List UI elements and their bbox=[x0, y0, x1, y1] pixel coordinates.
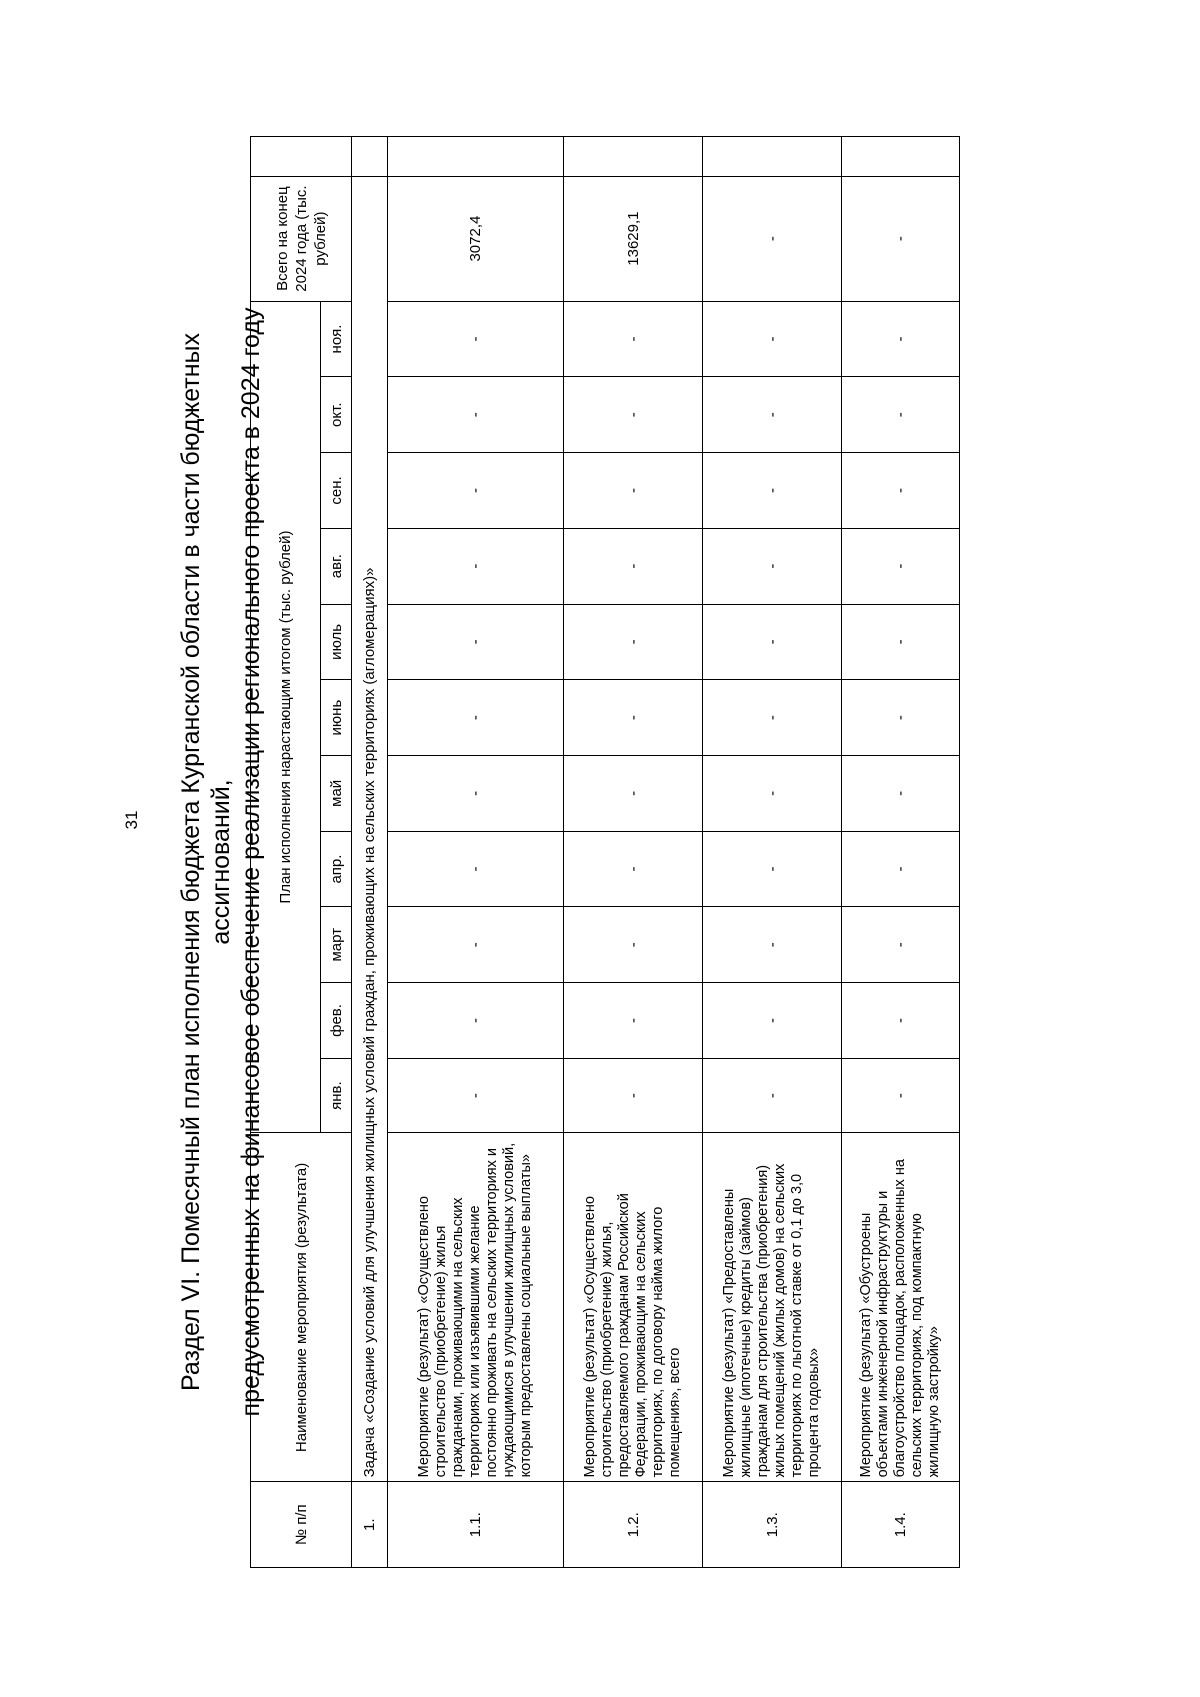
month-jul: июль bbox=[321, 604, 352, 680]
month-feb: фев. bbox=[321, 983, 352, 1059]
row-oct: - bbox=[842, 377, 960, 453]
month-nov: ноя. bbox=[321, 301, 352, 377]
row-sep: - bbox=[388, 453, 564, 529]
row-jul: - bbox=[564, 604, 703, 680]
row-total: - bbox=[703, 176, 842, 301]
month-apr: апр. bbox=[321, 831, 352, 907]
row-jul: - bbox=[842, 604, 960, 680]
month-may: май bbox=[321, 755, 352, 831]
row-apr: - bbox=[388, 831, 564, 907]
row-oct: - bbox=[564, 377, 703, 453]
row-aug: - bbox=[564, 528, 703, 604]
row-jul: - bbox=[388, 604, 564, 680]
header-spacer bbox=[251, 137, 352, 177]
row-jan: - bbox=[564, 1058, 703, 1133]
header-plan: План исполнения нарастающим итогом (тыс. рублей) bbox=[251, 301, 321, 1133]
row-spacer bbox=[703, 137, 842, 177]
row-num: 1.2. bbox=[564, 1482, 703, 1568]
row-nov: - bbox=[842, 301, 960, 377]
table-row bbox=[842, 137, 960, 1568]
row-spacer bbox=[564, 137, 703, 177]
row-jan: - bbox=[388, 1058, 564, 1133]
row-oct: - bbox=[388, 377, 564, 453]
row-sep: - bbox=[564, 453, 703, 529]
row-total: - bbox=[842, 176, 960, 301]
row-may: - bbox=[842, 755, 960, 831]
table-row bbox=[564, 137, 703, 1568]
budget-plan-table bbox=[250, 136, 960, 1568]
row-mar: - bbox=[842, 907, 960, 983]
row-mar: - bbox=[564, 907, 703, 983]
row-may: - bbox=[703, 755, 842, 831]
row-feb: - bbox=[703, 983, 842, 1059]
table-row bbox=[703, 137, 842, 1568]
row-apr: - bbox=[703, 831, 842, 907]
row-total: 13629,1 bbox=[564, 176, 703, 301]
row-name: Мероприятие (результат) «Осуществлено строительство (приобретение) жилья гражданами, проживающими на сельских территориях или изъявившими желание постоянно проживать на сельских территориях и нуждающимися в улучшении жилищных условий, которым предоставлены социальные выплаты» bbox=[388, 1133, 564, 1482]
row-jun: - bbox=[564, 680, 703, 756]
month-aug: авг. bbox=[321, 528, 352, 604]
row-jun: - bbox=[842, 680, 960, 756]
title-line-1: Раздел VI. Помесячный план исполнения бюджета Курганской области в части бюджетных ассигнований, bbox=[177, 333, 235, 1392]
table-row bbox=[388, 137, 564, 1568]
header-num: № п/п bbox=[251, 1482, 352, 1568]
header-name: Наименование мероприятия (результата) bbox=[251, 1133, 352, 1482]
month-sep: сен. bbox=[321, 453, 352, 529]
month-jan: янв. bbox=[321, 1058, 352, 1133]
row-total: 3072,4 bbox=[388, 176, 564, 301]
row-num: 1.3. bbox=[703, 1482, 842, 1568]
row-jun: - bbox=[388, 680, 564, 756]
row-name: Мероприятие (результат) «Осуществлено строительство (приобретение) жилья, предоставляемого гражданам Российской Федерации, проживающим на сельских территориях, по договору найма жилого помещения», всего bbox=[564, 1133, 703, 1482]
row-num: 1.1. bbox=[388, 1482, 564, 1568]
row-name: Мероприятие (результат) «Обустроены объектами инженерной инфраструктуры и благоустройство площадок, расположенных на сельских территориях, под компактную жилищную застройку» bbox=[842, 1133, 960, 1482]
row-name: Мероприятие (результат) «Предоставлены жилищные (ипотечные) кредиты (займов) гражданам для строительства (приобретения) жилых помещений (жилых домов) на сельских территориях по льготной ставке от 0,1 до 3,0 процента годовых» bbox=[703, 1133, 842, 1482]
row-mar: - bbox=[388, 907, 564, 983]
page-number: 31 bbox=[122, 810, 141, 830]
row-spacer bbox=[388, 137, 564, 177]
row-apr: - bbox=[842, 831, 960, 907]
row-aug: - bbox=[388, 528, 564, 604]
month-jun: июнь bbox=[321, 680, 352, 756]
row-nov: - bbox=[564, 301, 703, 377]
row-spacer bbox=[842, 137, 960, 177]
task-row bbox=[352, 137, 388, 1568]
row-oct: - bbox=[703, 377, 842, 453]
task-text: Задача «Создание условий для улучшения жилищных условий граждан, проживающих на сельских территориях (агломерациях)» bbox=[352, 176, 388, 1482]
row-aug: - bbox=[842, 528, 960, 604]
row-apr: - bbox=[564, 831, 703, 907]
header-total: Всего на конец 2024 года (тыс. рублей) bbox=[251, 176, 352, 301]
row-feb: - bbox=[388, 983, 564, 1059]
row-num: 1.4. bbox=[842, 1482, 960, 1568]
row-aug: - bbox=[703, 528, 842, 604]
task-spacer bbox=[352, 137, 388, 177]
row-feb: - bbox=[842, 983, 960, 1059]
title-line-2: предусмотренных на финансовое обеспечение реализации регионального проекта в 2024 году bbox=[237, 307, 265, 1417]
row-jan: - bbox=[842, 1058, 960, 1133]
row-jun: - bbox=[703, 680, 842, 756]
row-sep: - bbox=[703, 453, 842, 529]
row-sep: - bbox=[842, 453, 960, 529]
month-oct: окт. bbox=[321, 377, 352, 453]
task-num: 1. bbox=[352, 1482, 388, 1568]
row-mar: - bbox=[703, 907, 842, 983]
row-may: - bbox=[388, 755, 564, 831]
row-jan: - bbox=[703, 1058, 842, 1133]
month-mar: март bbox=[321, 907, 352, 983]
row-feb: - bbox=[564, 983, 703, 1059]
row-jul: - bbox=[703, 604, 842, 680]
row-may: - bbox=[564, 755, 703, 831]
row-nov: - bbox=[703, 301, 842, 377]
row-nov: - bbox=[388, 301, 564, 377]
header-row bbox=[251, 137, 321, 1568]
